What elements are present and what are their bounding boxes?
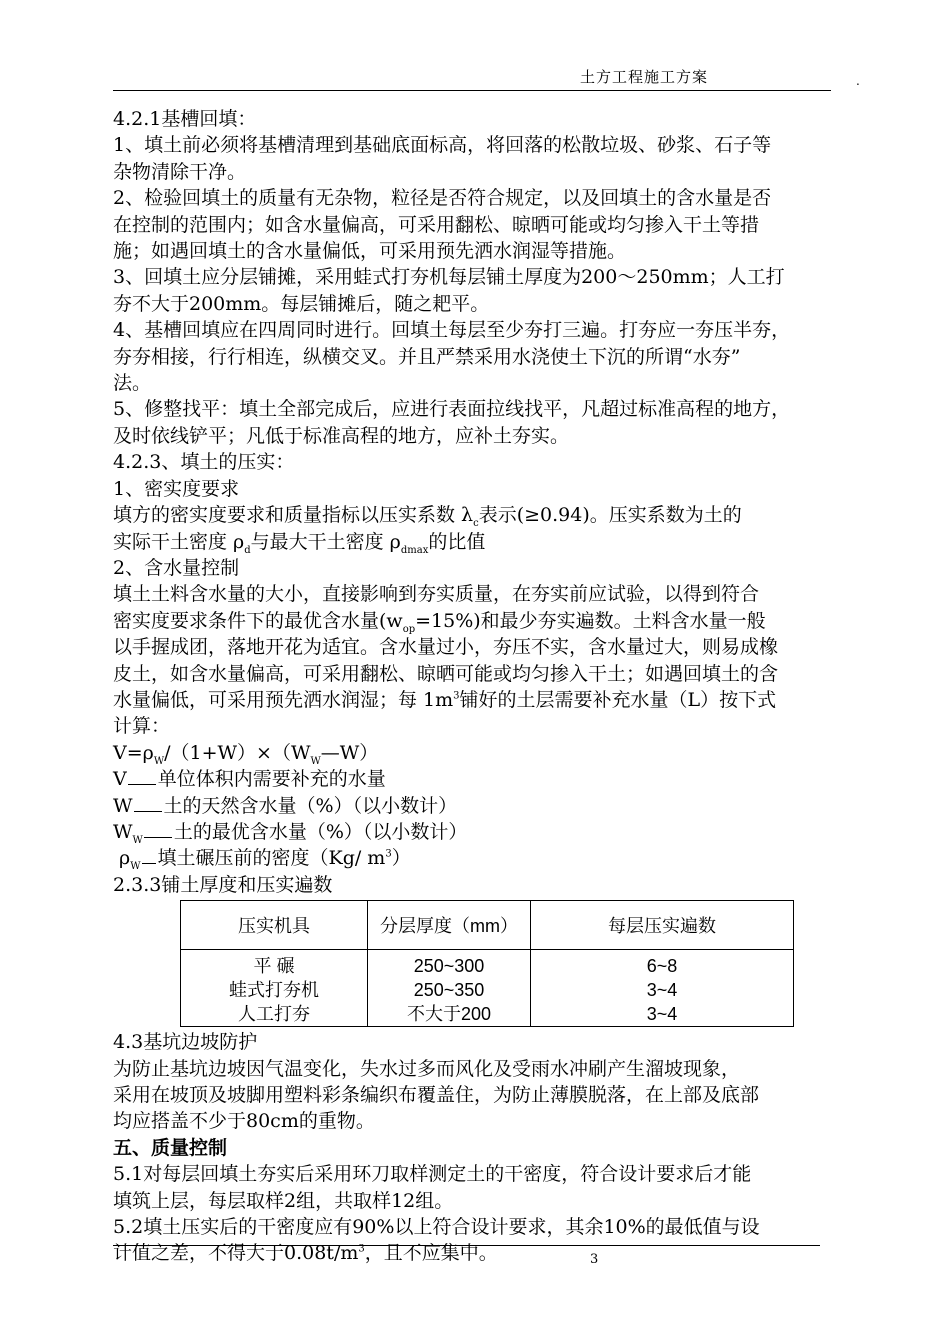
header-rule: [113, 90, 831, 91]
table-cell: 平 碾: [181, 950, 368, 979]
text-run: 实际干土密度 ρ: [113, 530, 245, 553]
header-title: 土方工程施工方案: [580, 68, 709, 86]
paragraph-line: 2、含水量控制: [113, 556, 240, 579]
paragraph-line: 1、密实度要求: [113, 477, 240, 500]
table-cell: 250~300: [368, 950, 531, 979]
subscript: op: [402, 623, 416, 635]
section-heading-2-3-3: 2.3.3铺土厚度和压实遍数: [113, 873, 333, 896]
text-run: 表示(≥0.94)。压实系数为土的: [478, 504, 742, 527]
table-row: [181, 950, 794, 979]
definition-line: [113, 793, 865, 819]
document-body: [113, 106, 865, 1267]
text-run: V: [113, 768, 127, 791]
table-header-cell: 每层压实遍数: [531, 901, 794, 950]
subscript: dmax: [400, 544, 429, 556]
text-run: 密实度要求条件下的最优含水量(w: [113, 609, 403, 632]
paragraph-line: 采用在坡顶及坡脚用塑料彩条编织布覆盖住，为防止薄膜脱落，在上部及底部: [113, 1084, 760, 1106]
paragraph-line: 2、检验回填土的质量有无杂物，粒径是否符合规定，以及回填土的含水量是否: [113, 187, 772, 210]
underline-blank: [128, 767, 156, 785]
paragraph-line: 1、填土前必须将基槽清理到基础底面标高，将回落的松散垃圾、砂浆、石子等: [113, 134, 772, 157]
subscript: W: [153, 755, 165, 767]
text-run: W: [113, 820, 133, 843]
paragraph-line: 皮土，如含水量偏高，可采用翻松、晾晒可能或均匀掺入干土；如遇回填土的含: [113, 662, 779, 685]
paragraph-line: 夯不大于200mm。每层铺摊后，随之耙平。: [113, 292, 490, 315]
underline-blank: [142, 846, 156, 864]
table-cell: 3~4: [531, 978, 794, 1002]
table-row: [181, 1002, 794, 1027]
paragraph-line: 为防止基坑边坡因气温变化，失水过多而风化及受雨水冲刷产生溜坡现象，: [113, 1057, 741, 1080]
table-cell: 6~8: [531, 950, 794, 979]
paragraph-line: [113, 608, 865, 634]
formula-line: [113, 740, 865, 766]
paragraph-line: 3、回填土应分层铺摊，采用蛙式打夯机每层铺土厚度为200～250mm；人工打: [113, 266, 785, 289]
text-run: 土的天然含水量（%）（以小数计）: [163, 794, 458, 817]
text-run: 填土碾压前的密度（Kg/ m: [157, 847, 386, 870]
underline-blank: [134, 794, 162, 812]
table-header-cell: 压实机具: [181, 901, 368, 950]
paragraph-line: 杂物清除干净。: [113, 160, 247, 183]
table-cell: 蛙式打夯机: [181, 978, 368, 1002]
paragraph-line: 5.2填土压实后的干密度应有90%以上符合设计要求，其余10%的最低值与设: [113, 1216, 760, 1239]
text-run: 计值之差，不得大于0.08t/m: [113, 1242, 359, 1265]
paragraph-line: 均应搭盖不少于80cm的重物。: [113, 1110, 375, 1133]
text-run: 水量偏低，可采用预先洒水润湿；每 1m: [113, 688, 454, 711]
paragraph-line: 以手握成团，落地开花为适宜。含水量过小，夯压不实，含水量过大，则易成橡: [113, 636, 779, 659]
text-run: —W）: [320, 741, 379, 764]
section-heading-4-2-1: 4.2.1基槽回填：: [113, 108, 257, 130]
paragraph-line: [113, 502, 865, 528]
section-heading-4-2-3: 4.2.3、填土的压实：: [113, 451, 295, 474]
text-run: 与最大干土密度 ρ: [250, 530, 401, 553]
text-run: 填方的密实度要求和质量指标以压实系数 λ: [113, 504, 474, 527]
superscript: 3: [453, 690, 460, 702]
paragraph-line: 5、修整找平：填土全部完成后，应进行表面拉线找平，凡超过标准高程的地方，: [113, 398, 791, 421]
paragraph-line: [113, 687, 865, 713]
definition-line: [113, 766, 865, 792]
superscript: 3: [358, 1244, 365, 1256]
paragraph-line: 填土土料含水量的大小，直接影响到夯实质量，在夯实前应试验，以得到符合: [113, 583, 760, 606]
text-run: W: [113, 794, 133, 817]
underline-blank: [144, 820, 172, 838]
paragraph-line: 4、基槽回填应在四周同时进行。回填土每层至少夯打三遍。打夯应一夯压半夯，: [113, 319, 791, 342]
table-row: [181, 978, 794, 1002]
paragraph-line: 及时依线铲平；凡低于标准高程的地方，应补土夯实。: [113, 424, 570, 447]
definition-line: [113, 845, 865, 871]
paragraph-line: 法。: [113, 372, 152, 395]
paragraph-line: 在控制的范围内；如含水量偏高，可采用翻松、晾晒可能或均匀掺入干土等措: [113, 213, 760, 236]
paragraph-line: 计算：: [113, 715, 171, 738]
table-cell: 不大于200: [368, 1002, 531, 1027]
table-cell: 250~350: [368, 978, 531, 1002]
paragraph-line: [113, 529, 865, 555]
text-run: 土的最优含水量（%）（以小数计）: [173, 820, 468, 843]
text-run: ρ: [119, 847, 131, 870]
subscript: W: [130, 861, 141, 873]
section-heading-quality-control: 五、质量控制: [113, 1136, 228, 1159]
table-header-cell: 分层厚度（mm）: [368, 901, 531, 950]
subscript: W: [310, 755, 321, 767]
paragraph-line: 施；如遇回填土的含水量偏低，可采用预先洒水润湿等措施。: [113, 240, 627, 263]
paragraph-line: 5.1对每层回填土夯实后采用环刀取样测定土的干密度，符合设计要求后才能: [113, 1163, 752, 1186]
text-run: 铺好的土层需要补充水量（L）按下式: [459, 688, 777, 711]
section-heading-4-3: 4.3基坑边坡防护: [113, 1031, 258, 1054]
text-run: ，且不应集中。: [364, 1242, 498, 1265]
header-dot: .: [856, 74, 860, 88]
text-run: V=ρ: [113, 741, 154, 764]
text-run: /（1+W）×（W: [164, 741, 311, 764]
subscript: W: [132, 834, 143, 846]
superscript: 3: [385, 849, 392, 861]
table-cell: 3~4: [531, 1002, 794, 1027]
paragraph-line: 夯夯相接，行行相连，纵横交叉。并且严禁采用水浇使土下沉的所谓“水夯”: [113, 345, 741, 368]
footer-rule: [113, 1245, 820, 1246]
text-run: ）: [391, 847, 411, 870]
paragraph-line: 填筑上层，每层取样2组，共取样12组。: [113, 1189, 454, 1212]
page-number: 3: [590, 1252, 599, 1267]
compaction-table: [180, 900, 794, 1027]
text-run: 单位体积内需要补充的水量: [157, 768, 386, 791]
subscript: d: [244, 544, 251, 556]
table-cell: 人工打夯: [181, 1002, 368, 1027]
text-run: 的比值: [428, 530, 486, 553]
definition-line: [113, 819, 865, 845]
text-run: =15%)和最少夯实遍数。土料含水量一般: [415, 609, 766, 632]
table-header-row: [181, 901, 794, 950]
subscript: c: [473, 517, 479, 529]
